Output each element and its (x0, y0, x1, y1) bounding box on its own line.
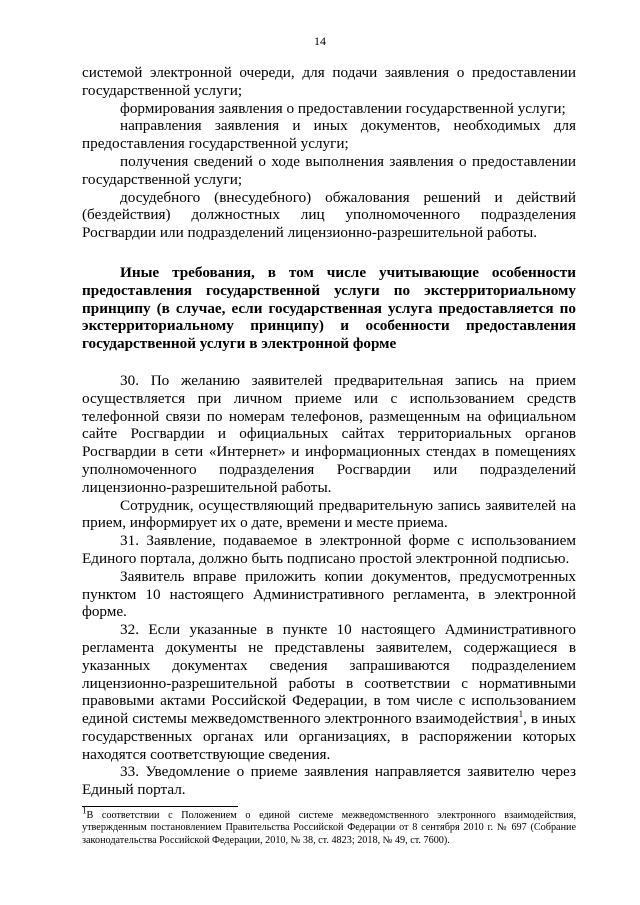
paragraph: формирования заявления о предоставлении государственной услуги; (120, 99, 566, 117)
paragraph-32 (82, 621, 576, 763)
paragraph-32-text-end: , в иных государственных органах или организациях, в распоряжении которых находятся соответствующие сведения. (82, 710, 577, 763)
footnote-text: В соответствии с Положением о единой системе межведомственного электронного взаимодействия, утвержденным постановлением Правительства Российской Федерации от 8 сентября 2010 г. № 697 (Собрание законодательства Российской Федерации, 2010, № 38, ст. 4823; 2018, № 49, ст. 7600). (82, 810, 576, 846)
paragraph: направления заявления и иных документов, необходимых для предоставления государственной услуги; (82, 117, 576, 153)
paragraph-32-text: 32. Если указанные в пункте 10 настоящего Административного регламента документы не представлены заявителем, содержащиеся в указанных документах сведения запрашиваются подразделением лицензионно-разрешительной работы в соответствии с нормативными правовыми актами Российской Федерации, в том числе с использованием единой системы межведомственного электронного взаимодействия (82, 621, 576, 728)
section-heading: Иные требования, в том числе учитывающие особенности предоставления государственной услуги по экстерриториальному принципу (в случае, если государственная услуга предоставляется по экстерриториальному принципу) и особенности предоставления государственной услуги в электронной форме (82, 263, 576, 353)
paragraph: получения сведений о ходе выполнения заявления о предоставлении государственной услуги; (82, 152, 576, 188)
paragraph-33: 33. Уведомление о приеме заявления направляется заявителю через Единый портал. (82, 763, 576, 799)
footnote-mark: 1 (82, 805, 87, 816)
footnote-divider (82, 806, 238, 807)
footnote (82, 805, 576, 847)
paragraph: 30. По желанию заявителей предварительная запись на прием осуществляется при личном приеме или с использованием средств телефонной связи по номерам телефонов, размещенным на официальном сайте Росгвардии и официальных сайтах территориальных органов Росгвардии в сети «Интернет» и информационных стендах в помещениях уполномоченного подразделения Росгвардии или подразделений лицензионно-разрешительной работы. (82, 371, 576, 496)
document-body (82, 64, 576, 799)
paragraph: 31. Заявление, подаваемое в электронной форме с использованием Единого портала, должно быть подписано простой электронной подписью. (82, 532, 576, 567)
paragraph: Сотрудник, осуществляющий предварительную запись заявителей на прием, информирует их о дате, времени и месте приема. (82, 496, 576, 532)
page-number: 14 (314, 34, 326, 48)
paragraph: досудебного (внесудебного) обжалования решений и действий (бездействия) должностных лиц уполномоченного подразделения Росгвардии или подразделений лицензионно-разрешительной работы. (82, 188, 576, 242)
paragraph: Заявитель вправе приложить копии документов, предусмотренных пунктом 10 настоящего Административного регламента, в электронной форме. (82, 567, 576, 621)
paragraph: системой электронной очереди, для подачи заявления о предоставлении государственной услуги; (82, 64, 576, 99)
footnote-reference: 1 (518, 709, 524, 720)
